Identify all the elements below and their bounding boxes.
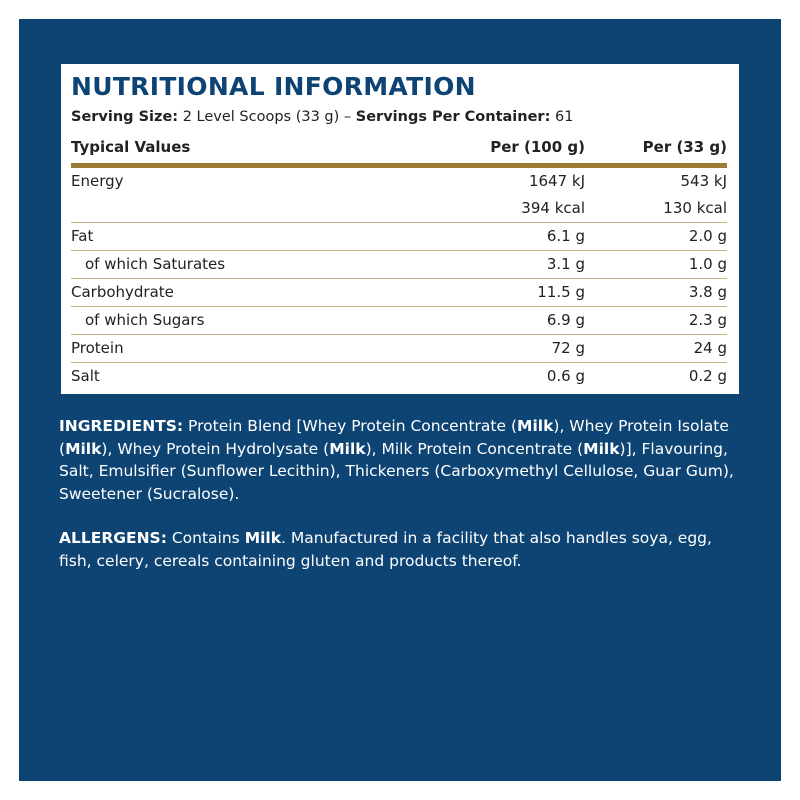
table-row [71, 307, 727, 335]
row-per-33g: 0.2 g [688, 367, 727, 385]
row-per-33g: 24 g [693, 339, 727, 357]
row-per-100g: 0.6 g [546, 367, 585, 385]
servings-per-container-label: Servings Per Container: [355, 109, 551, 125]
table-row [71, 223, 727, 251]
row-per-100g: 72 g [551, 339, 585, 357]
nutrition-card [61, 64, 739, 394]
row-label: Energy [71, 172, 124, 190]
serving-size-label: Serving Size: [71, 109, 179, 125]
ingredients-part: )], Flavouring, Salt, Emulsifier (Sunflower Lecithin), Thickeners (Carboxymethyl Cellulose, Guar Gum), Sweetener (Sucralose). [59, 439, 734, 503]
allergen-highlight: Milk [583, 439, 620, 458]
row-per-100g: 3.1 g [546, 255, 585, 273]
table-row [71, 279, 727, 307]
row-label: Salt [71, 367, 100, 385]
row-per-100g: 6.9 g [546, 311, 585, 329]
table-row [71, 335, 727, 363]
row-per-33g: 1.0 g [688, 255, 727, 273]
ingredients-part: ), Milk Protein Concentrate ( [365, 439, 584, 458]
ingredients-part: ), Whey Protein Hydrolysate ( [101, 439, 330, 458]
servings-per-container-value: 61 [555, 109, 574, 125]
row-per-100g: 394 kcal [521, 199, 585, 217]
allergens-part: Contains [166, 529, 245, 547]
row-per-100g: 1647 kJ [528, 172, 585, 190]
table-header [71, 136, 727, 160]
row-per-100g: 11.5 g [537, 283, 585, 301]
allergens-part: . Manufactured in a facility that also handles soya, egg, fish, celery, cereals containing gluten and products thereof. [59, 529, 712, 570]
row-label: Carbohydrate [71, 283, 174, 301]
page-title: NUTRITIONAL INFORMATION [71, 72, 476, 101]
row-per-33g: 543 kJ [680, 172, 727, 190]
header-per-100g: Per (100 g) [490, 138, 585, 156]
ingredients-part: ), Whey Protein Isolate ( [59, 417, 729, 458]
table-row [71, 363, 727, 390]
allergen-highlight: Milk [244, 529, 282, 547]
serving-size-value: 2 Level Scoops (33 g) [182, 109, 340, 125]
allergen-highlight: Milk [65, 439, 102, 458]
ingredients-text [59, 415, 749, 505]
serving-separator: – [343, 109, 352, 125]
table-row [71, 195, 727, 223]
row-label: Protein [71, 339, 124, 357]
row-label: Fat [71, 227, 94, 245]
nutrition-table [71, 168, 727, 390]
row-label: of which Saturates [85, 255, 226, 273]
allergens-label: ALLERGENS: [59, 529, 167, 547]
header-typical-values: Typical Values [71, 138, 191, 156]
serving-info [71, 109, 573, 125]
allergens-text [59, 527, 749, 572]
table-row [71, 168, 727, 195]
row-label: of which Sugars [85, 311, 205, 329]
row-per-33g: 3.8 g [688, 283, 727, 301]
row-per-33g: 2.0 g [688, 227, 727, 245]
row-per-33g: 130 kcal [663, 199, 727, 217]
header-per-33g: Per (33 g) [642, 138, 727, 156]
row-per-33g: 2.3 g [688, 311, 727, 329]
ingredients-label: INGREDIENTS: [59, 417, 184, 435]
ingredients-part: Protein Blend [Whey Protein Concentrate ( [183, 417, 518, 435]
allergen-highlight: Milk [517, 417, 554, 435]
allergen-highlight: Milk [329, 439, 366, 458]
table-row [71, 251, 727, 279]
label-panel [19, 19, 781, 781]
row-per-100g: 6.1 g [546, 227, 585, 245]
